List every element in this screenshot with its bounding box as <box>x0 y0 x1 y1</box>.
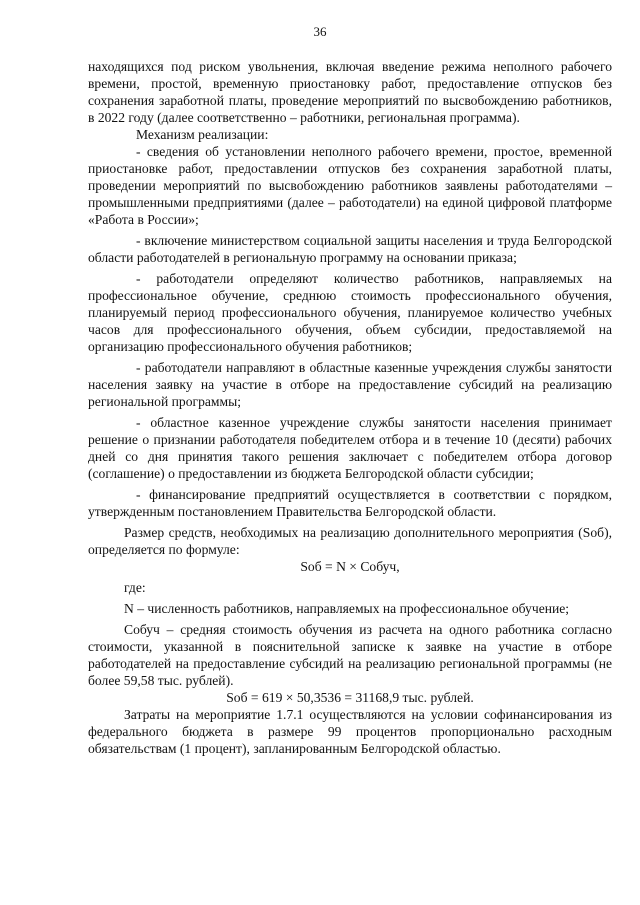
paragraph-item-6: - финансирование предприятий осуществляется в соответствии с порядком, утвержденным постановлением Правительства Белгородской области. <box>88 487 612 519</box>
paragraph-item-1: - сведения об установлении неполного рабочего времени, простое, временной приостановке работ, предоставлении отпусков без сохранения заработной платы, проведении мероприятий по высвобождению работников заявлены работодателями – промышленными предприятиями (далее – работодатели) на единой цифровой платформе «Работа в России»; <box>88 144 612 227</box>
formula-main: Sоб = N × Cобуч, <box>300 559 400 574</box>
page-number: 36 <box>313 24 327 39</box>
paragraph-cost-definition: Cобуч – средняя стоимость обучения из расчета на одного работника согласно стоимости, указанной в пояснительной записке к заявке на участие в отборе работодателей на предоставление субсидий на реализацию региональной программы (не более 59,58 тыс. рублей). <box>88 622 612 688</box>
formula-calculation: Sоб = 619 × 50,3536 = 31168,9 тыс. рублей. <box>226 690 474 705</box>
paragraph-item-3: - работодатели определяют количество работников, направляемых на профессиональное обучение, среднюю стоимость профессионального обучения, планируемый период профессионального обучения, планируемое количество учебных часов для профессионального обучения, объем субсидии, предоставляемой на организацию профессионального обучения работников; <box>88 271 612 354</box>
paragraph-n-definition: N – численность работников, направляемых на профессиональное обучение; <box>124 601 570 616</box>
document-body <box>88 58 612 757</box>
paragraph-where: где: <box>124 580 146 595</box>
paragraph-item-5: - областное казенное учреждение службы занятости населения принимает решение о признании работодателя победителем отбора и в течение 10 (десяти) рабочих дней со дня принятия такого решения заключает с победителем отбора договор (соглашение) о предоставлении из бюджета Белгородской области субсидии; <box>88 415 612 481</box>
paragraph-item-2: - включение министерством социальной защиты населения и труда Белгородской области работодателей в региональную программу на основании приказа; <box>88 233 612 265</box>
paragraph-cofinancing: Затраты на мероприятие 1.7.1 осуществляются на условии софинансирования из федерального бюджета в размере 99 процентов пропорционально расходным обязательствам (1 процент), запланированным Белгородской областью. <box>88 707 612 756</box>
paragraph-funding-size: Размер средств, необходимых на реализацию дополнительного мероприятия (Sоб), определяется по формуле: <box>88 525 612 557</box>
paragraph-item-4: - работодатели направляют в областные казенные учреждения службы занятости населения заявку на участие в отборе на предоставление субсидий на реализацию региональной программы; <box>88 360 612 409</box>
paragraph-intro: находящихся под риском увольнения, включая введение режима неполного рабочего времени, простой, временную приостановку работ, предоставление отпусков без сохранения заработной платы, проведение мероприятий по высвобождению работников, в 2022 году (далее соответственно – работники, региональная программа). <box>88 59 612 125</box>
paragraph-mechanism-heading: Механизм реализации: <box>136 127 269 142</box>
